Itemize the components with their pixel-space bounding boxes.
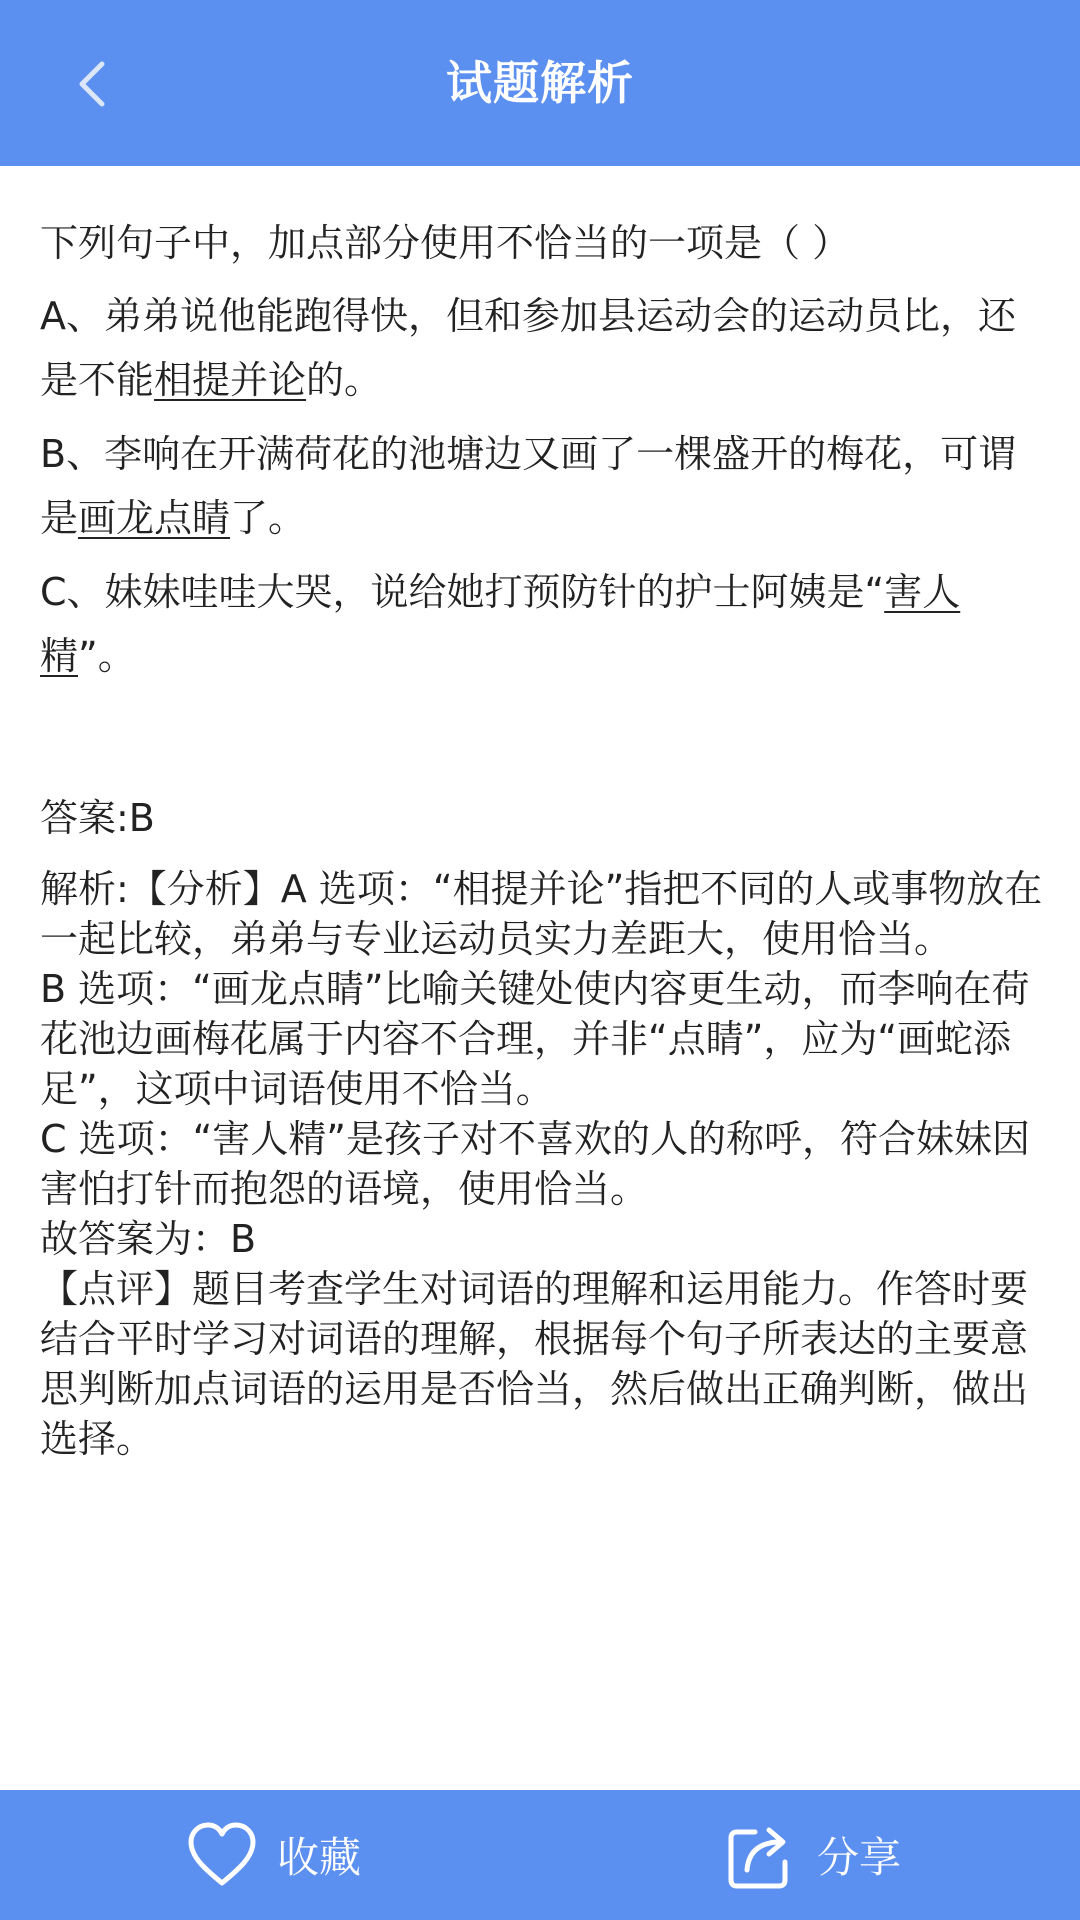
favorite-label: 收藏 [277, 1833, 362, 1882]
option-c [40, 560, 1045, 688]
page-title: 试题解析 [446, 56, 634, 110]
share-button[interactable] [725, 1790, 901, 1920]
option-b [40, 422, 1045, 550]
analysis-section [40, 864, 1045, 1464]
share-icon [725, 1818, 799, 1892]
top-bar [0, 0, 1080, 166]
main-content [40, 210, 1045, 1464]
option-a-suffix: 的。 [306, 358, 383, 402]
option-c-text: C、妹妹哇哇大哭，说给她打预防针的护士阿姨是“ [40, 570, 885, 614]
option-b-underlined: 画龙点睛 [78, 496, 231, 540]
analysis-paragraph: 解析:【分析】A 选项：“相提并论”指把不同的人或事物放在一起比较，弟弟与专业运动员实力差距大，使用恰当。 [40, 867, 1043, 961]
question-stem: 下列句子中，加点部分使用不恰当的一项是（ ） [40, 221, 851, 265]
bottom-bar [0, 1790, 1080, 1920]
analysis-paragraph: B 选项：“画龙点睛”比喻关键处使内容更生动，而李响在荷花池边画梅花属于内容不合理，并非“点睛”，应为“画蛇添足”，这项中词语使用不恰当。 [40, 967, 1030, 1111]
option-c-suffix: ”。 [78, 634, 136, 678]
analysis-paragraph: C 选项：“害人精”是孩子对不喜欢的人的称呼，符合妹妹因害怕打针而抱怨的语境，使用恰当。 [40, 1117, 1030, 1211]
option-a-underlined: 相提并论 [154, 358, 307, 402]
option-b-suffix: 了。 [230, 496, 307, 540]
analysis-paragraph: 故答案为：B [40, 1217, 257, 1261]
option-c-underlined: 害人精 [40, 570, 961, 678]
heart-icon [185, 1820, 259, 1890]
option-a [40, 284, 1045, 412]
analysis-paragraph: 【点评】题目考查学生对词语的理解和运用能力。作答时要结合平时学习对词语的理解，根据每个句子所表达的主要意思判断加点词语的运用是否恰当，然后做出正确判断，做出选择。 [40, 1267, 1029, 1461]
favorite-button[interactable] [185, 1790, 361, 1920]
answer-text: 答案:B [40, 796, 155, 840]
share-label: 分享 [817, 1833, 902, 1882]
option-b-text: B、李响在开满荷花的池塘边又画了一棵盛开的梅花，可谓是 [40, 432, 1017, 540]
option-a-text: A、弟弟说他能跑得快，但和参加县运动会的运动员比，还是不能 [40, 294, 1016, 402]
